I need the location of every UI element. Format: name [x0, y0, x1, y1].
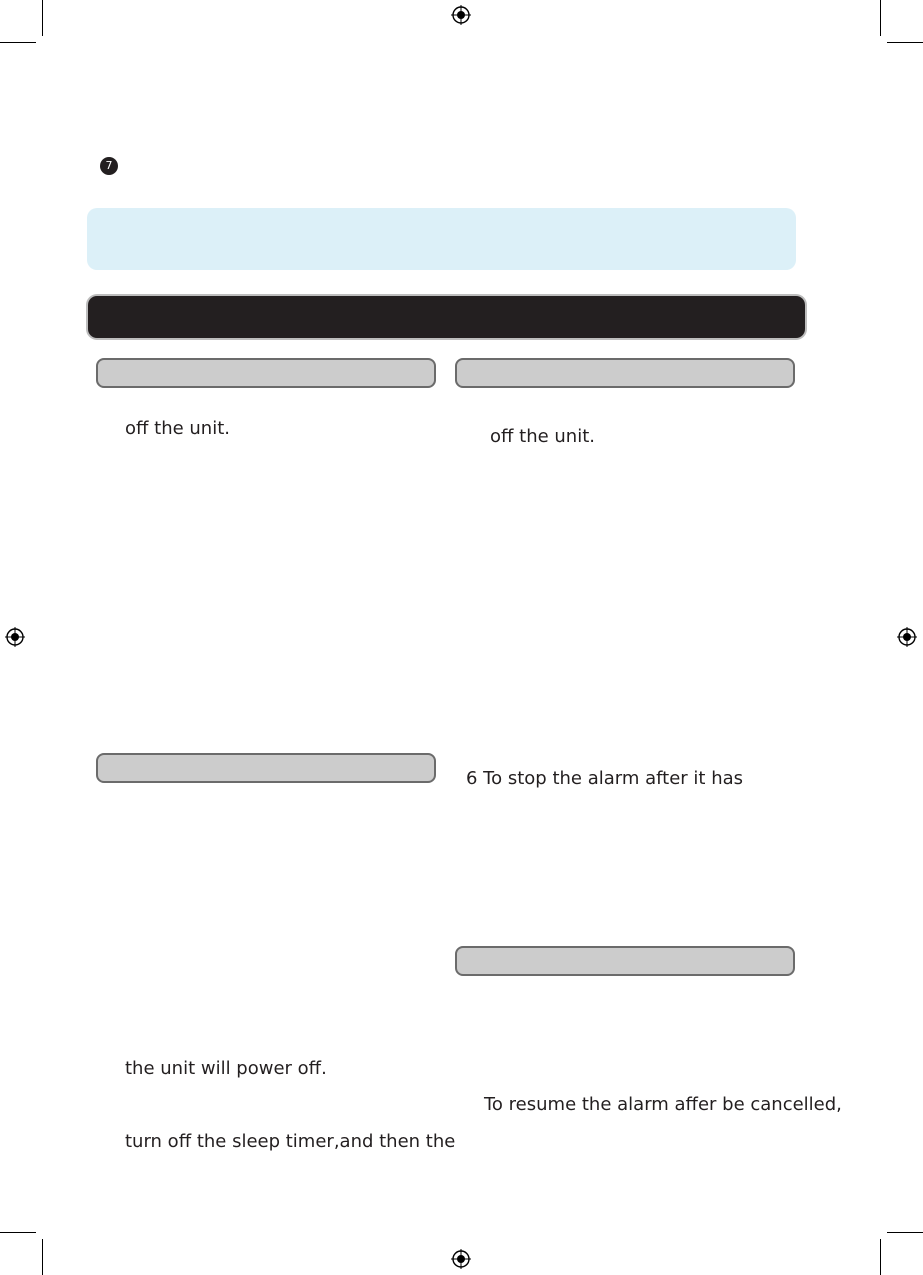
crop-mark-icon	[880, 1239, 881, 1275]
subheading-bar-left-top	[96, 358, 436, 388]
subheading-bar-right-bottom	[455, 946, 795, 976]
registration-mark-icon	[897, 627, 917, 647]
intro-banner	[87, 208, 796, 270]
page-number-badge: 7	[100, 157, 118, 175]
crop-mark-icon	[887, 42, 923, 43]
step-6-text: 6 To stop the alarm after it has	[466, 768, 744, 789]
registration-mark-icon	[5, 627, 25, 647]
subheading-bar-right-top	[455, 358, 795, 388]
crop-mark-icon	[0, 1232, 36, 1233]
registration-mark-icon	[451, 1249, 471, 1269]
crop-mark-icon	[42, 0, 43, 36]
crop-mark-icon	[880, 0, 881, 36]
right-text-line: off the unit.	[490, 426, 595, 447]
left-text-line: the unit will power off.	[125, 1058, 327, 1079]
crop-mark-icon	[887, 1232, 923, 1233]
crop-mark-icon	[42, 1239, 43, 1275]
section-title-bar	[88, 296, 805, 338]
left-text-line: off the unit.	[125, 418, 230, 439]
registration-mark-icon	[451, 5, 471, 25]
left-text-line: turn off the sleep timer,and then the	[125, 1131, 456, 1152]
subheading-bar-left-middle	[96, 753, 436, 783]
crop-mark-icon	[0, 42, 36, 43]
right-text-line: To resume the alarm affer be cancelled,	[484, 1094, 842, 1115]
